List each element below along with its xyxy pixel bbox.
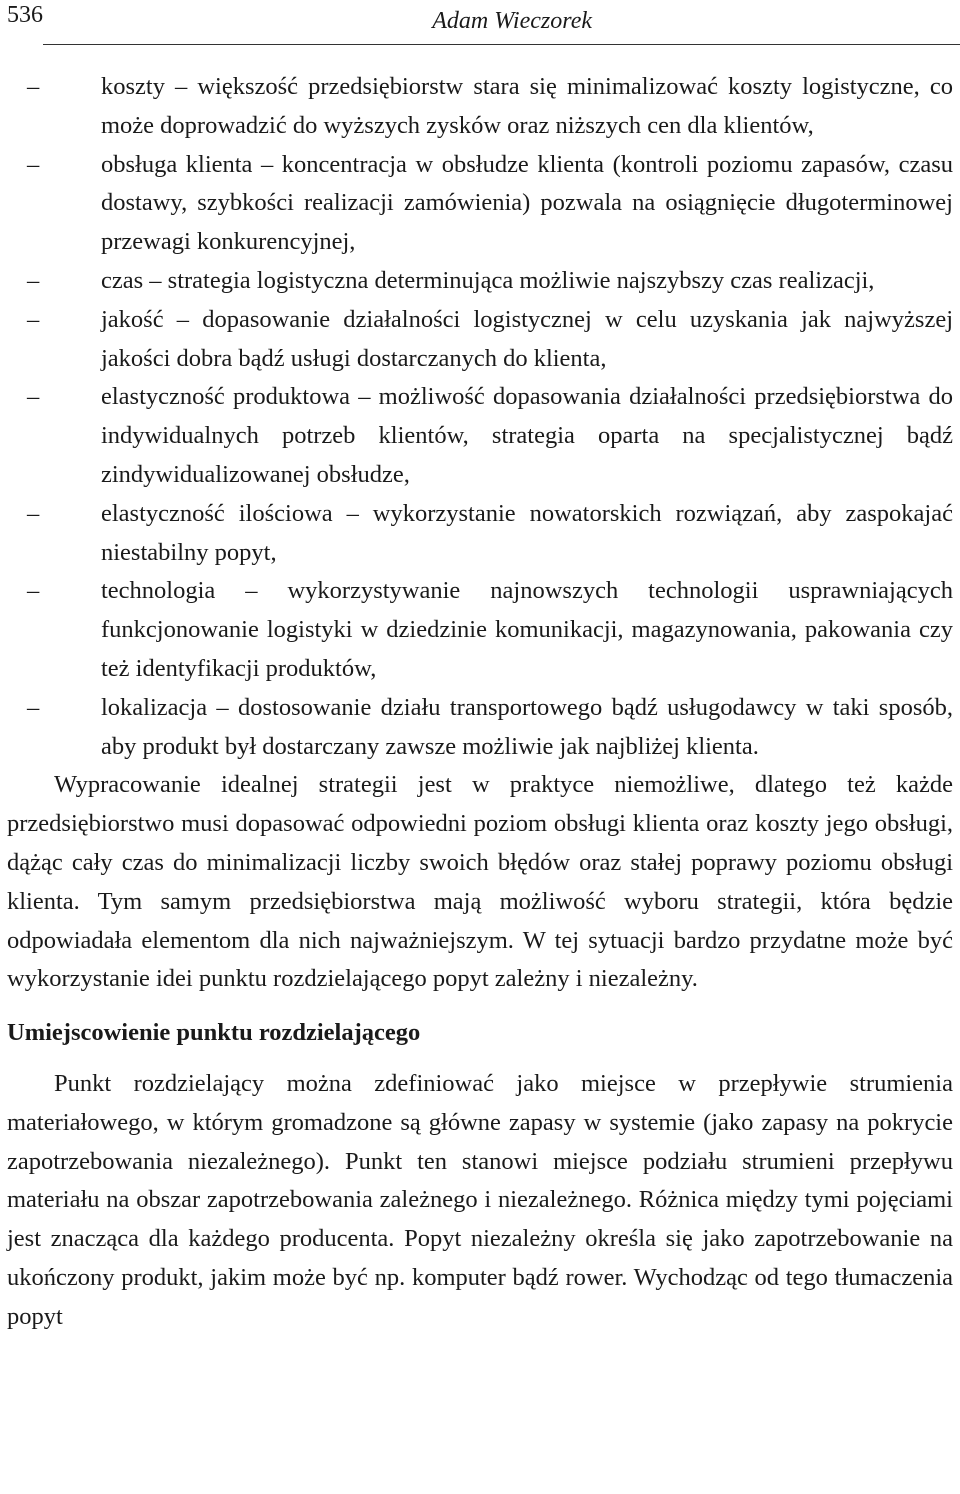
dash-bullet: – bbox=[27, 266, 40, 294]
dash-bullet: – bbox=[27, 150, 40, 178]
list-item-text: elastyczność ilościowa – wykorzystanie nowatorskich rozwiązań, aby zaspokajać niestabilny popyt, bbox=[101, 499, 953, 566]
list-item-text: lokalizacja – dostosowanie działu transportowego bądź usługodawcy w taki sposób, aby produkt był dostarczany zawsze możliwie jak najbliżej klienta. bbox=[101, 693, 953, 760]
strategy-list bbox=[7, 68, 953, 766]
list-item-text: obsługa klienta – koncentracja w obsłudze klienta (kontroli poziomu zapasów, czasu dostawy, szybkości realizacji zamówienia) pozwala na osiągnięcie długoterminowej przewagi konkurencyjnej, bbox=[101, 150, 953, 256]
page-content bbox=[7, 68, 953, 1337]
list-item bbox=[7, 378, 953, 494]
list-item bbox=[7, 572, 953, 688]
list-item-text: technologia – wykorzystywanie najnowszych technologii usprawniających funkcjonowanie logistyki w dziedzinie komunikacji, magazynowania, pakowania czy też identyfikacji produktów, bbox=[101, 577, 953, 682]
list-item-text: jakość – dopasowanie działalności logistycznej w celu uzyskania jak najwyższej jakości dobra bądź usługi dostarczanych do klienta, bbox=[101, 305, 953, 372]
list-item-text: koszty – większość przedsiębiorstw stara się minimalizować koszty logistyczne, co może doprowadzić do wyższych zysków oraz niższych cen dla klientów, bbox=[101, 73, 953, 139]
list-item bbox=[7, 495, 953, 573]
dash-bullet: – bbox=[27, 693, 40, 721]
list-item-text: czas – strategia logistyczna determinująca możliwie najszybszy czas realizacji, bbox=[101, 266, 875, 294]
section-heading: Umiejscowienie punktu rozdzielającego bbox=[7, 1019, 421, 1047]
body-paragraph: Wypracowanie idealnej strategii jest w praktyce niemożliwe, dlatego też każde przedsiębiorstwo musi dopasować odpowiedni poziom obsługi klienta oraz koszty jego obsługi, dążąc cały czas do minimalizacji liczby swoich błędów oraz stałej poprawy poziomu obsługi klienta. Tym samym przedsiębiorstwa mają możliwość wyboru strategii, która będzie odpowiadała elementom dla nich najważniejszym. W tej sytuacji bardzo przydatne może być wykorzystanie idei punktu rozdzielającego popyt zależny i niezależny. bbox=[7, 771, 953, 993]
dash-bullet: – bbox=[27, 73, 40, 100]
list-item bbox=[7, 301, 953, 379]
page-header bbox=[0, 0, 960, 46]
dash-bullet: – bbox=[27, 305, 40, 333]
header-rule bbox=[43, 44, 960, 45]
dash-bullet: – bbox=[27, 383, 40, 411]
list-item bbox=[7, 68, 953, 146]
running-head: Adam Wieczorek bbox=[432, 8, 592, 34]
body-paragraph: Punkt rozdzielający można zdefiniować jako miejsce w przepływie strumienia materiałowego, w którym gromadzone są główne zapasy w systemie (jako zapasy na pokrycie zapotrzebowania niezależnego). Punkt ten stanowi miejsce podziału strumieni przepływu materiału na obszar zapotrzebowania zależnego i niezależnego. Różnica między tymi pojęciami jest znacząca dla każdego producenta. Popyt niezależny określa się jako zapotrzebowanie na ukończony produkt, jakim może być np. komputer bądź rower. Wychodząc od tego tłumaczenia popyt bbox=[7, 1069, 953, 1330]
list-item-text: elastyczność produktowa – możliwość dopasowania działalności przedsiębiorstwa do indywidualnych potrzeb klientów, strategia oparta na specjalistycznej bądź zindywidualizowanej obsłudze, bbox=[101, 383, 953, 488]
list-item bbox=[7, 689, 953, 767]
list-item bbox=[7, 262, 953, 301]
list-item bbox=[7, 146, 953, 262]
dash-bullet: – bbox=[27, 577, 40, 605]
dash-bullet: – bbox=[27, 499, 40, 527]
page-number: 536 bbox=[7, 2, 43, 28]
